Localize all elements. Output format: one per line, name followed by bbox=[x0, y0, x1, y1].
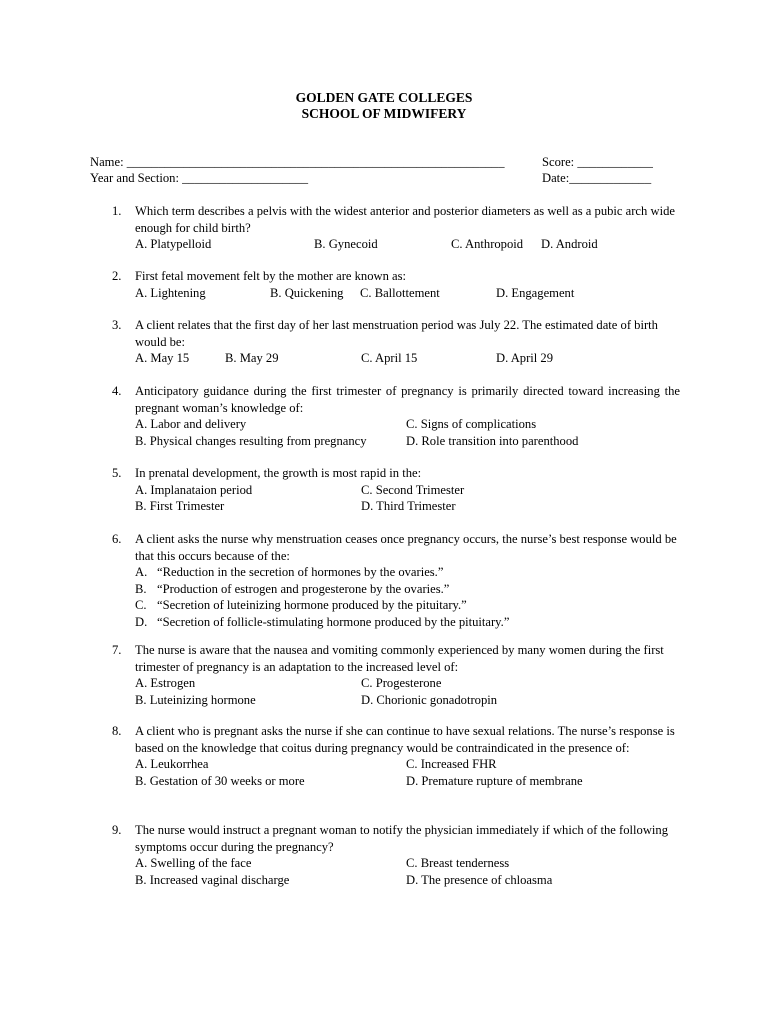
option-c: C. Increased FHR bbox=[406, 757, 497, 771]
date-field: Date:_____________ bbox=[542, 171, 652, 185]
question-stem: A client who is pregnant asks the nurse if she can continue to have sexual relations. The nurse’s response is based on the knowledge that coitus during pregnancy would be contraindicated in the presence of: bbox=[135, 724, 675, 755]
option-a: A. “Reduction in the secretion of hormones by the ovaries.” bbox=[135, 565, 444, 579]
question-3 bbox=[112, 317, 680, 367]
option-c: C. Signs of complications bbox=[406, 417, 537, 431]
option-b: B. May 29 bbox=[225, 351, 279, 365]
question-number: 4. bbox=[112, 384, 122, 398]
question-stem: A client asks the nurse why menstruation ceases once pregnancy occurs, the nurse’s best response would be that this occurs because of the: bbox=[135, 532, 677, 563]
answer-options-row-2 bbox=[135, 773, 680, 790]
exam-header bbox=[0, 90, 768, 122]
option-a: A. Lightening bbox=[135, 285, 206, 300]
question-stem: The nurse is aware that the nausea and vomiting commonly experienced by many women during the first trimester of pregnancy is an adaptation to the increased level of: bbox=[135, 643, 664, 674]
option-c: C. “Secretion of luteinizing hormone produced by the pituitary.” bbox=[135, 598, 467, 612]
question-number: 7. bbox=[112, 643, 122, 657]
score-field: Score: ____________ bbox=[542, 155, 653, 169]
school-name: SCHOOL OF MIDWIFERY bbox=[301, 106, 467, 121]
option-d: D. Chorionic gonadotropin bbox=[361, 692, 498, 707]
name-field: Name: ____________________________________________________________ bbox=[90, 155, 505, 169]
question-stem: The nurse would instruct a pregnant woman to notify the physician immediately if which of the following symptoms occur during the pregnancy? bbox=[135, 823, 669, 854]
answer-options-row-2 bbox=[135, 872, 680, 889]
option-b: B. Luteinizing hormone bbox=[135, 692, 256, 707]
question-8 bbox=[112, 723, 680, 789]
option-d: D. April 29 bbox=[496, 351, 554, 365]
answer-options-row-2 bbox=[135, 433, 680, 450]
answer-options-row-1 bbox=[135, 756, 680, 773]
option-b: B. Physical changes resulting from pregnancy bbox=[135, 433, 367, 448]
option-c: C. Ballottement bbox=[360, 285, 440, 300]
question-6 bbox=[112, 531, 680, 630]
question-1 bbox=[112, 203, 680, 253]
question-number: 6. bbox=[112, 532, 122, 546]
answer-options-row-1 bbox=[135, 482, 680, 499]
option-c: C. Second Trimester bbox=[361, 482, 465, 497]
option-b: B. “Production of estrogen and progesterone by the ovaries.” bbox=[135, 581, 450, 596]
college-name: GOLDEN GATE COLLEGES bbox=[295, 90, 473, 105]
option-c: C. Progesterone bbox=[361, 676, 442, 690]
option-c: C. Breast tenderness bbox=[406, 856, 510, 870]
answer-options bbox=[135, 285, 680, 302]
option-a: A. Estrogen bbox=[135, 676, 196, 690]
question-number: 1. bbox=[112, 204, 122, 218]
answer-options-row-1 bbox=[135, 675, 680, 692]
option-a: A. Labor and delivery bbox=[135, 417, 247, 431]
question-number: 8. bbox=[112, 724, 122, 738]
year-date-line bbox=[90, 170, 690, 187]
option-b: B. Gestation of 30 weeks or more bbox=[135, 773, 305, 788]
option-d: D. Engagement bbox=[496, 285, 575, 300]
answer-options bbox=[135, 236, 680, 253]
option-d: D. Android bbox=[541, 237, 598, 251]
name-score-line bbox=[90, 154, 690, 171]
option-a: A. May 15 bbox=[135, 351, 190, 365]
question-number: 3. bbox=[112, 318, 122, 332]
option-a: A. Leukorrhea bbox=[135, 757, 209, 771]
option-d: D. “Secretion of follicle-stimulating hormone produced by the pituitary.” bbox=[135, 614, 510, 629]
question-stem: In prenatal development, the growth is most rapid in the: bbox=[135, 466, 422, 480]
year-section-field: Year and Section: ____________________ bbox=[90, 171, 309, 185]
answer-options-row-2 bbox=[135, 692, 680, 709]
option-c: C. April 15 bbox=[361, 351, 418, 365]
option-d: D. Third Trimester bbox=[361, 499, 456, 513]
question-stem: A client relates that the first day of her last menstruation period was July 22. The estimated date of birth would be: bbox=[135, 318, 658, 349]
option-d: D. Role transition into parenthood bbox=[406, 433, 579, 448]
option-a: A. Platypelloid bbox=[135, 237, 212, 251]
question-number: 2. bbox=[112, 269, 122, 283]
question-number: 5. bbox=[112, 466, 122, 480]
option-d: D. Premature rupture of membrane bbox=[406, 773, 583, 788]
answer-options-row-1 bbox=[135, 855, 680, 872]
question-stem: Which term describes a pelvis with the widest anterior and posterior diameters as well as a pubic arch wide enough for child birth? bbox=[135, 204, 675, 235]
question-number: 9. bbox=[112, 823, 122, 837]
answer-options bbox=[135, 564, 680, 630]
option-b: B. First Trimester bbox=[135, 499, 225, 513]
option-a: A. Swelling of the face bbox=[135, 856, 252, 870]
option-b: B. Gynecoid bbox=[314, 237, 378, 251]
question-2 bbox=[112, 268, 680, 301]
option-c: C. Anthropoid bbox=[451, 237, 524, 251]
option-b: B. Quickening bbox=[270, 285, 344, 300]
question-9 bbox=[112, 822, 680, 888]
question-4 bbox=[112, 383, 680, 449]
answer-options-row-2 bbox=[135, 498, 680, 515]
option-a: A. Implanataion period bbox=[135, 482, 253, 497]
question-stem: Anticipatory guidance during the first trimester of pregnancy is primarily directed toward increasing the pregnant woman’s knowledge of: bbox=[135, 384, 680, 415]
question-7 bbox=[112, 642, 680, 708]
option-b: B. Increased vaginal discharge bbox=[135, 872, 290, 887]
option-d: D. The presence of chloasma bbox=[406, 872, 553, 887]
question-stem: First fetal movement felt by the mother are known as: bbox=[135, 269, 407, 283]
answer-options bbox=[135, 350, 680, 367]
answer-options-row-1 bbox=[135, 416, 680, 433]
question-5 bbox=[112, 465, 680, 515]
